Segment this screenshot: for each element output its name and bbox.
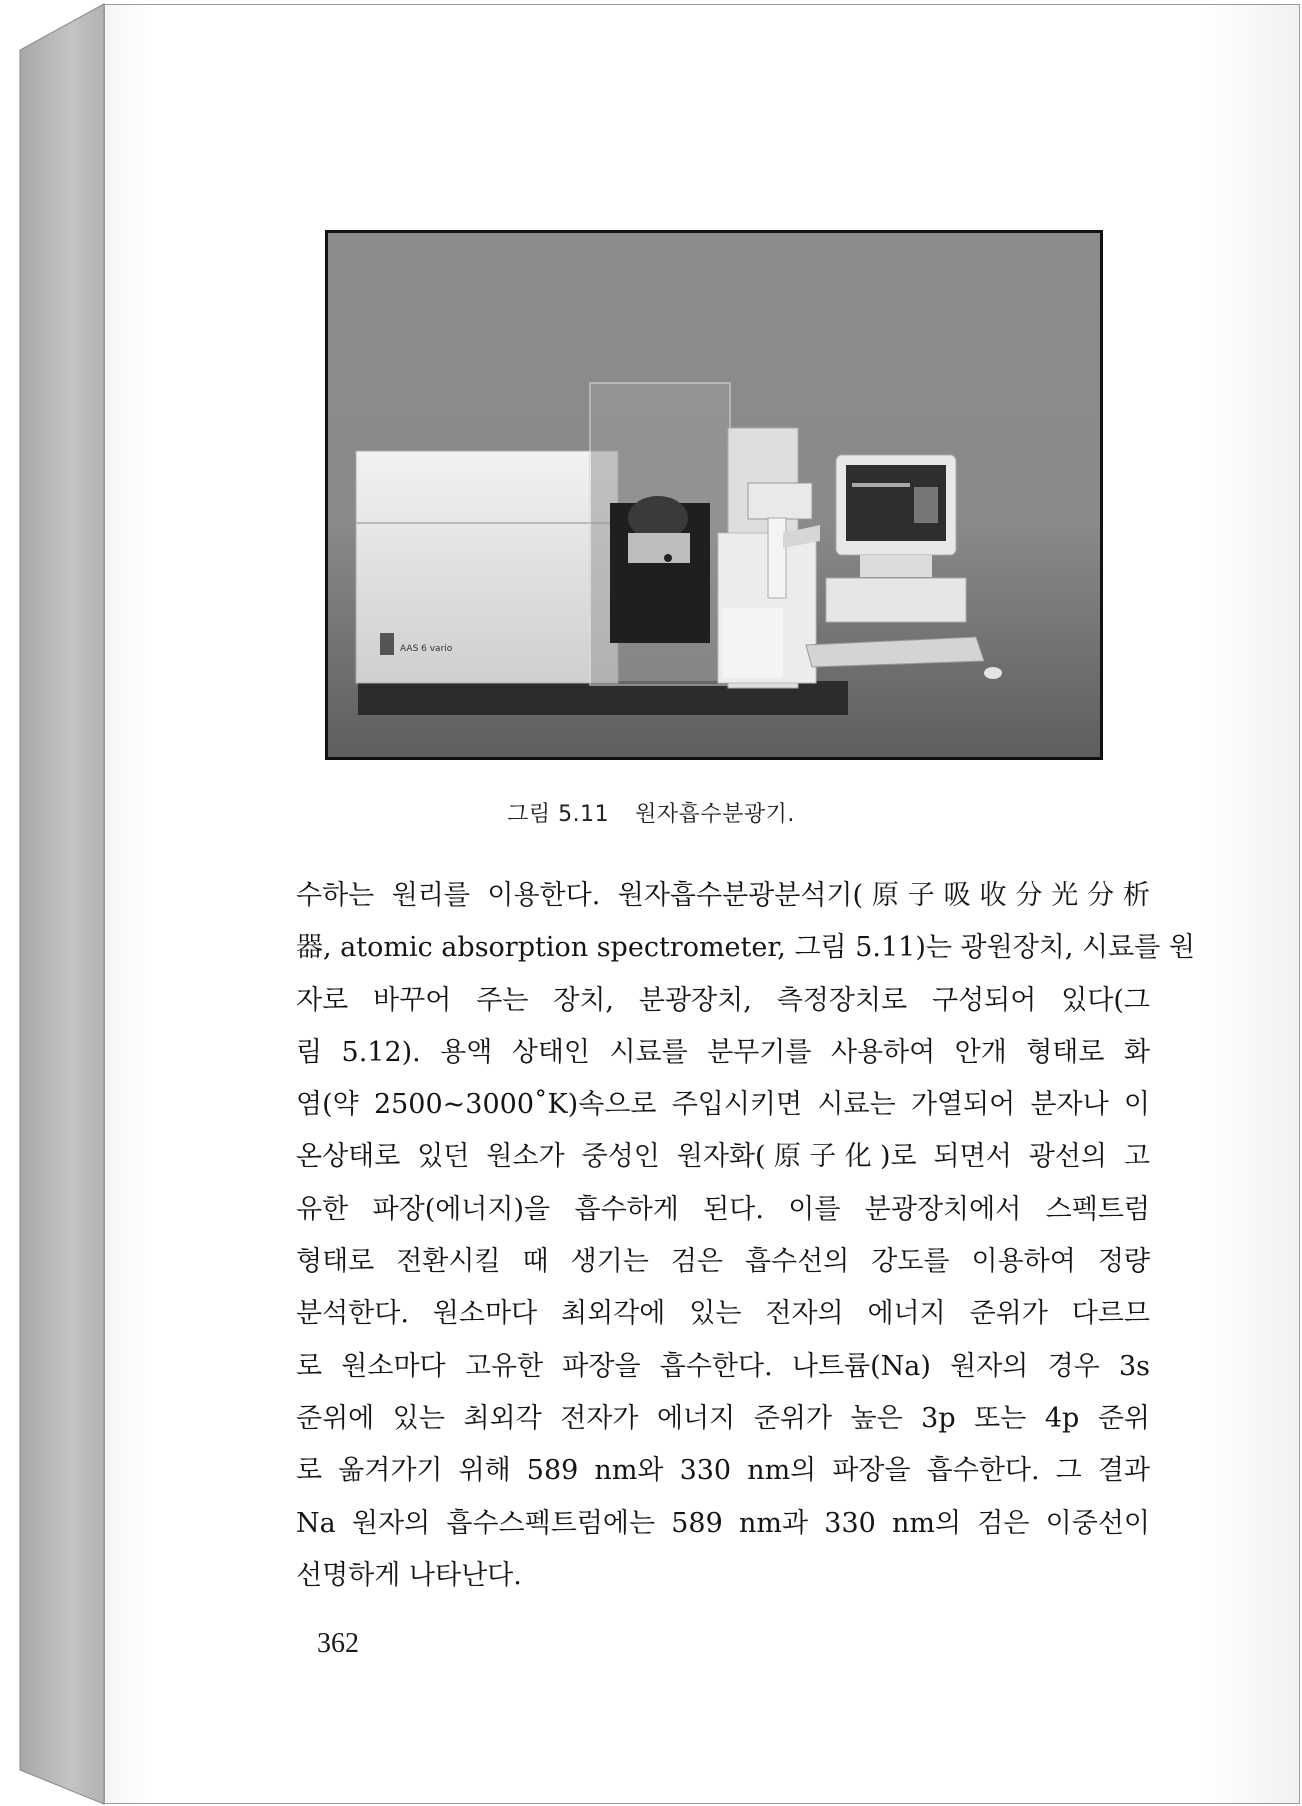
text-line: Na 원자의 흡수스펙트럼에는 589 nm과 330 nm의 검은 이중선이 xyxy=(296,1507,1150,1539)
text-line: 유한 파장(에너지)을 흡수하게 된다. 이를 분광장치에서 스펙트럼 xyxy=(296,1193,1150,1225)
page-number: 362 xyxy=(317,1628,359,1659)
text-line: 수하는 원리를 이용한다. 원자흡수분광분석기(原子吸收分光分析 xyxy=(296,880,1150,911)
instrument-label: AAS 6 vario xyxy=(400,644,453,654)
text-line: 형태로 전환시킬 때 생기는 검은 흡수선의 강도를 이용하여 정량 xyxy=(296,1246,1150,1278)
text-line: 준위에 있는 최외각 전자가 에너지 준위가 높은 3p 또는 4p 준위 xyxy=(296,1402,1150,1434)
text-line: 림 5.12). 용액 상태인 시료를 분무기를 사용하여 안개 형태로 화 xyxy=(296,1036,1150,1068)
text-line: 로 원소마다 고유한 파장을 흡수한다. 나트륨(Na) 원자의 경우 3s xyxy=(296,1350,1150,1382)
figure-caption-text: 원자흡수분광기. xyxy=(635,802,795,827)
figure-photo xyxy=(325,230,1103,760)
text-line: 器, atomic absorption spectrometer, 그림 5.11)는 광원장치, 시료를 원 xyxy=(296,932,1195,964)
figure-caption xyxy=(0,797,1302,828)
body-paragraph xyxy=(296,870,1195,1602)
text-line: 선명하게 나타난다. xyxy=(296,1559,522,1591)
text-line: 염(약 2500~3000˚K)속으로 주입시키면 시료는 가열되어 분자나 이 xyxy=(296,1089,1150,1121)
spectrometer-illustration xyxy=(328,233,1100,757)
text-line: 분석한다. 원소마다 최외각에 있는 전자의 에너지 준위가 다르므 xyxy=(296,1298,1150,1330)
text-line: 온상태로 있던 원소가 중성인 원자화(原子化)로 되면서 광선의 고 xyxy=(296,1141,1150,1173)
logo-mark xyxy=(380,633,394,655)
text-line: 로 옮겨가기 위해 589 nm와 330 nm의 파장을 흡수한다. 그 결과 xyxy=(296,1455,1150,1487)
text-line: 자로 바꾸어 주는 장치, 분광장치, 측정장치로 구성되어 있다(그 xyxy=(296,984,1150,1016)
figure-number: 그림 5.11 xyxy=(507,802,610,827)
